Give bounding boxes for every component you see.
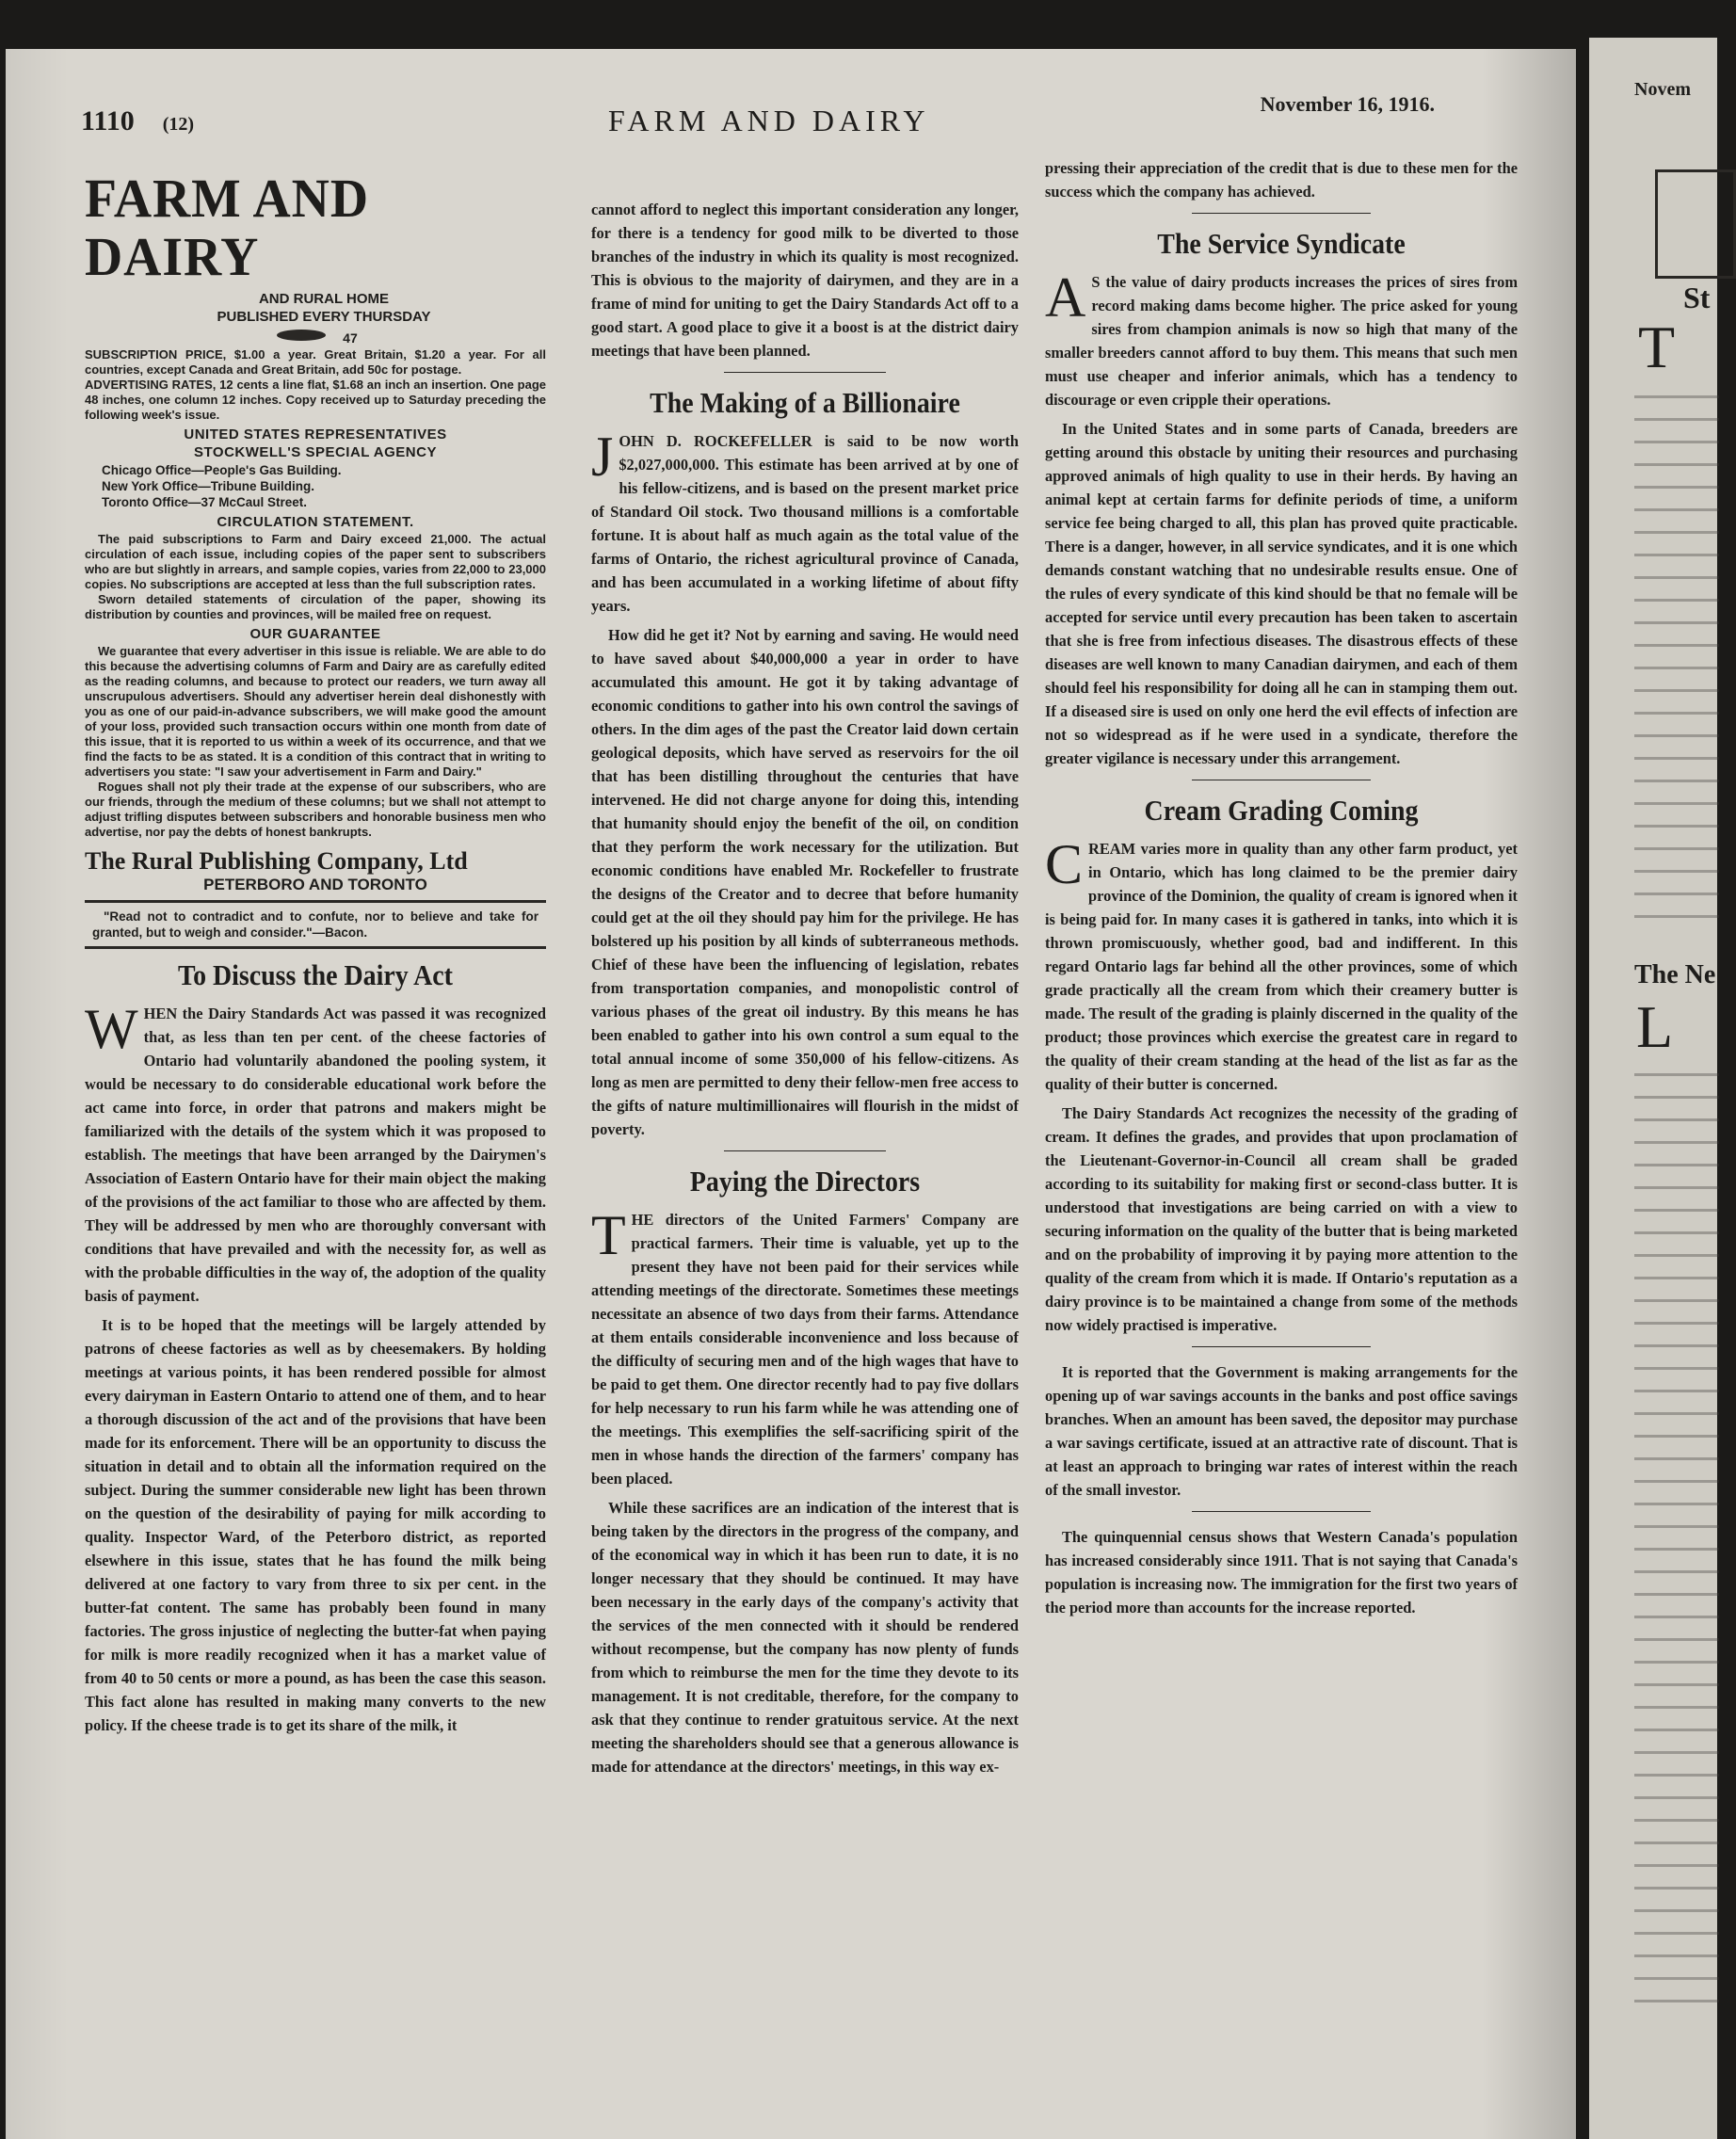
guarantee-text: We guarantee that every advertiser in this issue is reliable. We are able to do this because the advertising columns of Farm and Dairy are as carefully edited as the reading columns, and because to protect our readers, we turn away all unscrupulous advertisers. Should any advertiser herein deal dishonestly with you as one of our paid-in-advance subscribers, we will make good the amount of your loss, provided such transaction occurs within one month from date of this issue, that it is reported to us within a week of its occurrence, and that we find the facts to be as stated. It is a condition of this contract that in writing to advertisers you state: "I saw your advertisement in Farm and Dairy."	[85, 644, 546, 779]
headline-syndicate: The Service Syndicate	[1157, 227, 1406, 260]
divider	[85, 946, 546, 949]
ornament-icon	[273, 328, 339, 343]
agency-name: STOCKWELL'S SPECIAL AGENCY	[194, 444, 437, 460]
adjacent-page-dropcap-2: L	[1636, 993, 1674, 1060]
subscription-price: SUBSCRIPTION PRICE, $1.00 a year. Great Britain, $1.20 a year. For all countries, except Canada and Great Britain, add 50c for postage.	[85, 347, 546, 377]
masthead-ornament: 47	[85, 328, 546, 346]
divider	[724, 1150, 887, 1151]
headline-cream: Cream Grading Coming	[1144, 794, 1419, 827]
circulation-heading: CIRCULATION STATEMENT.	[217, 514, 414, 530]
cream-paragraph-2: The Dairy Standards Act recognizes the necessity of the grading of cream. It defines the grades, and provides that upon proclamation of the Lieutenant-Governor-in-Council all cream shall be graded according to its suitability for making first or second-class butter. It is understood that investigations are being carried on with a view to securing information on the quality of the butter that is being marketed and on the probability of improving it by paying more attention to the quality of the cream from which it is made. If Ontario's reputation as a dairy province is to be maintained a change from some of the methods now widely practised is imperative.	[1045, 1104, 1518, 1334]
adjacent-page-box	[1655, 169, 1736, 279]
billionaire-paragraph-2: How did he get it? Not by earning and saving. He would need to have saved about $40,000,000 a year in order to have accumulated this amount. He got it by taking advantage of economic conditions to gather into his own control the savings of others. In the dim ages of the past the Creator laid down certain geological deposits, which have served as reservoirs for the oil that has been distilling throughout the centuries that have intervened. He did not charge anyone for doing this, intending that humanity should enjoy the benefit of the oil, on condition that they perform the work necessary for the utilization. But economic conditions have enabled Mr. Rockefeller to frustrate the designs of the Creator and to decree that before humanity could get at the oil they should pay him for the privilege. He has bolstered up his position by all kinds of subterraneous methods. Chief of these have been the influencing of legislation, rebates from transportation companies, and monopolistic control of various phases of the great oil industry. By this means he has been enabled to gather into his own control a sum equal to the total annual income of some 350,000 of his fellow-citizens. As long as men are permitted to deny their fellow-men free access to the gifts of nature multimillionaires will flourish in the midst of poverty.	[591, 626, 1019, 1138]
running-title: FARM AND DAIRY	[608, 104, 930, 137]
publisher-name: The Rural Publishing Company, Ltd	[85, 847, 468, 875]
column-3	[1045, 159, 1518, 2139]
publisher-city: PETERBORO AND TORONTO	[203, 876, 427, 893]
syndicate-paragraph-1: A S the value of dairy products increases the prices of sires from record making dams become higher. The price asked for young sires from champion animals is now so high that many of the smaller breeders cannot afford to buy them. This means that such men must use cheaper and inferior animals, which has a tendency to discourage or even cripple their operations.	[1045, 266, 1518, 409]
masthead-frequency: PUBLISHED EVERY THURSDAY	[217, 309, 431, 325]
headline-dairy-act: To Discuss the Dairy Act	[178, 958, 453, 991]
divider	[1192, 1511, 1372, 1512]
adjacent-page-header: Novem	[1634, 79, 1691, 100]
guarantee-heading: OUR GUARANTEE	[249, 626, 381, 642]
adjacent-page-title: St	[1683, 281, 1711, 314]
office-toronto: Toronto Office—37 McCaul Street.	[102, 495, 308, 509]
dairy-act-continued: cannot afford to neglect this important consideration any longer, for there is a tendency for good milk to be diverted to those branches of the industry in which its quality is most recognized. This is obvious to the majority of dairymen, and they are in a frame of mind for uniting to get the Dairy Standards Act off to a good start. A good place to give it a boost is at the district dairy meetings that have been planned.	[591, 201, 1019, 360]
divider	[1192, 1346, 1372, 1347]
office-chicago: Chicago Office—People's Gas Building.	[102, 463, 342, 477]
masthead-subtitle: AND RURAL HOME	[258, 291, 390, 307]
billionaire-paragraph-1: JOHN D. ROCKEFELLER is said to be now worth $2,027,000,000. This estimate has been arrived at by one of his fellow-citizens, and is based on the present market price of Standard Oil stock. Two thousand millions is a comfortable fortune. It is about half as much again as the total value of the farms of Ontario, the richest agricultural province of Canada, and has been accumulated in a working lifetime of about fifty years.	[591, 426, 1019, 615]
divider	[85, 900, 546, 903]
divider	[1192, 213, 1372, 214]
guarantee-rogues: Rogues shall not ply their trade at the expense of our subscribers, who are our friends, through the medium of these columns; but we shall not attempt to adjust trifling disputes between subscribers and honorable business men who advertise, nor pay the debts of honest bankrupts.	[85, 780, 546, 839]
headline-directors: Paying the Directors	[689, 1165, 921, 1198]
adjacent-page	[1589, 38, 1717, 2139]
page-number: 1110 (12)	[81, 105, 195, 137]
divider	[724, 372, 887, 373]
column-2	[591, 198, 1019, 2139]
adjacent-page-dropcap: T	[1638, 314, 1676, 380]
representatives-heading: UNITED STATES REPRESENTATIVES	[184, 426, 447, 442]
office-newyork: New York Office—Tribune Building.	[102, 479, 315, 493]
column-1	[85, 169, 546, 2139]
adjacent-page-text-lines	[1634, 1073, 1719, 2015]
syndicate-paragraph-2: In the United States and in some parts of Canada, breeders are getting around this obstacle by uniting their resources and purchasing approved animals of high quality to use in their herds. By having an animal kept at certain farms for definite periods of time, a uniform service fee being charged to all, this plan has proved quite practicable. There is a danger, however, in all service syndicates, and it is one which demands constant watching that no undesirable results ensue. One of the rules of every syndicate of this kind should be that no female will be accepted for service until every precaution has been taken to ascertain that she is free from infectious diseases. The disastrous effects of these diseases are well known to many Canadian dairymen, and each of them should feel his responsibility for doing all he can in stamping them out. If a diseased sire is used on only one herd the evil effects of infection are not so widespread as if he were used in a syndicate, therefore the greater vigilance is necessary under this arrangement.	[1045, 420, 1518, 767]
dairy-act-paragraph-2: It is to be hoped that the meetings will be largely attended by patrons of cheese factories as well as by cheesemakers. By holding meetings at various points, it has been rendered possible for almost every dairyman in Eastern Ontario to attend one of them, and to hear a thorough discussion of the act and of the provisions that have been made for its enforcement. There will be an opportunity to discuss the situation in detail and to obtain all the information required on the subject. During the summer considerable new light has been thrown on the question of the desirability of paying for milk according to quality. Inspector Ward, of the Peterboro district, as reported elsewhere in this issue, states that he has found the milk being delivered at one factory to vary from three to six per cent. in the butter-fat content. The same has probably been found in many factories. The gross injustice of neglecting the butter-fat when paying for milk is more readily recognized when it has a market value of from 40 to 50 cents or more a pound, as has been the case this season. This fact alone has resulted in making many converts to the new policy. If the cheese trade is to get its share of the milk, it	[85, 1316, 546, 1734]
directors-paragraph-1: THE directors of the United Farmers' Company are practical farmers. Their time is valuable, yet up to the present they have not been paid for their services while attending meetings of the directorate. Sometimes these meetings necessitate an absence of two days from their farms. Attendance at them entails considerable inconvenience and loss because of the difficulty of securing men and of the high wages that have to be paid to get them. One director recently had to pay five dollars for help necessary to run his farm while he was attending one of the meetings. This exemplifies the self-sacrificing spirit of the men in whose hands the direction of the farmers' company has been placed.	[591, 1204, 1019, 1488]
bacon-quote: "Read not to contradict and to confute, nor to believe and take for granted, but to weigh and consider."—Bacon.	[92, 909, 538, 940]
adjacent-page-heading: The Ne	[1634, 960, 1716, 989]
masthead-title: FARM AND DAIRY	[85, 168, 370, 287]
issue-date: November 16, 1916.	[1260, 92, 1435, 116]
directors-paragraph-2: While these sacrifices are an indication of the interest that is being taken by the directors in the progress of the company, and of the economical way in which it has been run to date, it is no longer necessary that they should be continued. It may have been necessary in the early days of the company's activity that the services of the men connected with it should be rendered without recompense, but the company has now plenty of funds from which to reimburse the men for the time they devote to its management. It is not creditable, therefore, for the company to ask that they continue to render gratuitous service. At the next meeting the shareholders should see that a generous allowance is made for attendance at the directors' meetings, in this way ex-	[591, 1499, 1019, 1776]
advertising-rates: ADVERTISING RATES, 12 cents a line flat, $1.68 an inch an insertion. One page 48 inches, one column 12 inches. Copy received up to Saturday preceding the following week's issue.	[85, 378, 546, 422]
adjacent-page-text-lines	[1634, 395, 1719, 923]
circulation-text: The paid subscriptions to Farm and Dairy exceed 21,000. The actual circulation of each issue, including copies of the paper sent to subscribers who are but slightly in arrears, and sample copies, varies from 22,000 to 23,000 copies. No subscriptions are accepted at less than the full subscription rates.	[85, 532, 546, 591]
cream-paragraph-1: CREAM varies more in quality than any other farm product, yet in Ontario, which has long claimed to be the premier dairy province of the Dominion, the quality of cream is ignored when it is being paid for. In many cases it is gathered in tanks, into which it is thrown promiscuously, whether good, bad and indifferent. In this regard Ontario lags far behind all the other provinces, some of which grade practically all the cream from which their creamery butter is made. The result of the grading is plainly discerned in the quality of the product; those provinces which exercise the greatest care in regard to the quality of their cream standing at the head of the list as far as the quality of their butter is concerned.	[1045, 833, 1518, 1093]
circulation-statement: Sworn detailed statements of circulation of the paper, showing its distribution by counties and provinces, will be mailed free on request.	[85, 592, 546, 621]
war-savings-note: It is reported that the Government is making arrangements for the opening up of war savings accounts in the banks and post office savings branches. When an amount has been saved, the depositor may purchase a war savings certificate, issued at an attractive rate of discount. That is at least an approach to bringing war rates of interest within the reach of the small investor.	[1045, 1363, 1518, 1499]
dairy-act-paragraph-1: WHEN the Dairy Standards Act was passed it was recognized that, as less than ten per cent. of the cheese factories of Ontario had voluntarily abandoned the pooling system, it would be necessary to do considerable educational work before the act came into force, in order that patrons and makers might be familiarized with the details of the system which it was proposed to establish. The meetings that have been arranged by the Dairymen's Association of Eastern Ontario have for their main object the making of the provisions of the act familiar to those who are affected by them. They will be addressed by men who are thoroughly conversant with conditions that have prevailed and with the necessity for, as well as with the probable difficulties in the way of, the adoption of the quality basis of payment.	[85, 998, 546, 1305]
census-note: The quinquennial census shows that Western Canada's population has increased considerably since 1911. That is not saying that Canada's population is increasing now. The immigration for the first two years of the period more than accounts for the increase reported.	[1045, 1528, 1518, 1616]
newspaper-page	[6, 49, 1576, 2139]
headline-billionaire: The Making of a Billionaire	[650, 386, 960, 419]
directors-continued: pressing their appreciation of the credit that is due to these men for the success which the company has achieved.	[1045, 159, 1518, 201]
